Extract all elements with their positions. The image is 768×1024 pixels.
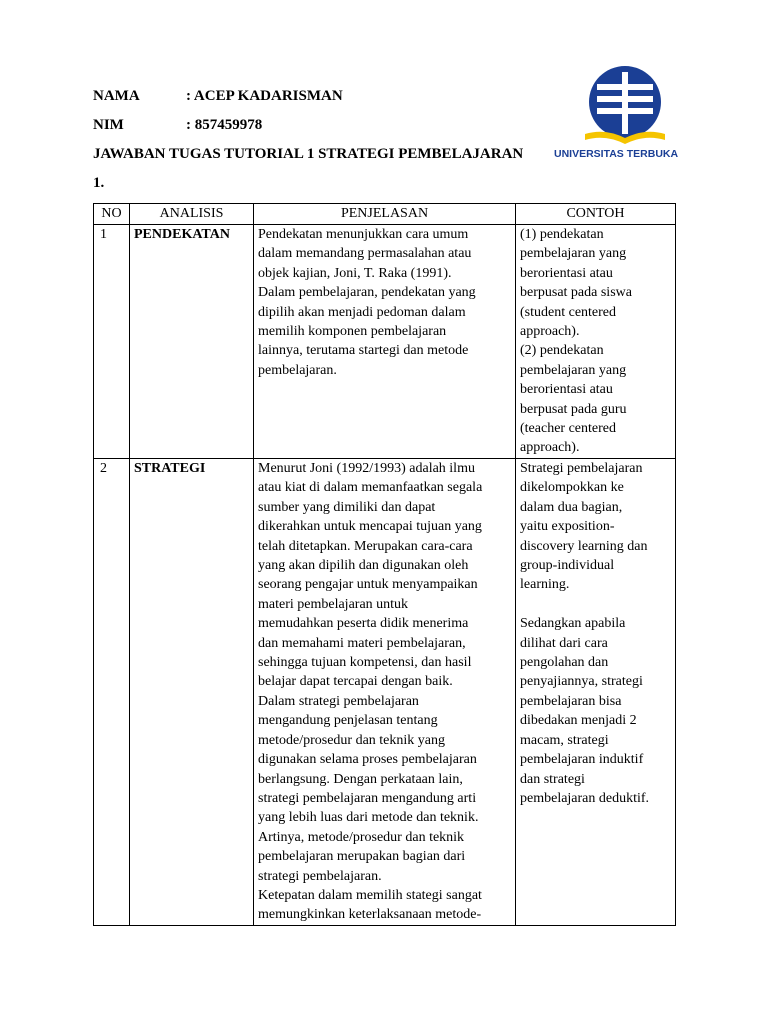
row-analisis: PENDEKATAN	[130, 225, 254, 459]
table-row	[94, 225, 676, 459]
nim-value: : 857459978	[186, 117, 263, 133]
analysis-table	[93, 203, 676, 926]
row-contoh: (1) pendekatan pembelajaran yang berorientasi atau berpusat pada siswa (student centered approach). (2) pendekatan pembelajaran yang berorientasi atau berpusat pada guru (teacher centered approach).	[516, 225, 676, 459]
header-analisis: ANALISIS	[130, 204, 254, 225]
row-penjelasan: Pendekatan menunjukkan cara umum dalam memandang permasalahan atau objek kajian, Joni, T. Raka (1991). Dalam pembelajaran, pendekatan yang dipilih akan menjadi pedoman dalam memilih komponen pembelajaran lainnya, terutama startegi dan metode pembelajaran.	[254, 225, 516, 459]
document-title: JAWABAN TUGAS TUTORIAL 1 STRATEGI PEMBELAJARAN	[93, 146, 524, 162]
row-contoh: Strategi pembelajaran dikelompokkan ke dalam dua bagian, yaitu exposition- discovery learning dan group-individual learning. Sedangkan apabila dilihat dari cara pengolahan dan penyajiannya, strategi pembelajaran bisa dibedakan menjadi 2 macam, strategi pembelajaran induktif dan strategi pembelajaran deduktif.	[516, 459, 676, 926]
table-header-row	[94, 204, 676, 225]
name-value: : ACEP KADARISMAN	[186, 88, 343, 104]
row-no: 1	[94, 225, 130, 459]
name-label: NAMA	[93, 88, 140, 104]
row-analisis: STRATEGI	[130, 459, 254, 926]
question-number: 1.	[93, 175, 105, 191]
header-no: NO	[94, 204, 130, 225]
row-no: 2	[94, 459, 130, 926]
nim-label: NIM	[93, 117, 124, 133]
universitas-terbuka-logo	[575, 62, 675, 162]
table-row	[94, 459, 676, 926]
row-penjelasan: Menurut Joni (1992/1993) adalah ilmu atau kiat di dalam memanfaatkan segala sumber yang dimiliki dan dapat dikerahkan untuk mencapai tujuan yang telah ditetapkan. Merupakan cara-cara yang akan dipilih dan digunakan oleh seorang pengajar untuk menyampaikan materi pembelajaran untuk memudahkan peserta didik menerima dan memahami materi pembelajaran, sehingga tujuan kompetensi, dan hasil belajar dapat tercapai dengan baik. Dalam strategi pembelajaran mengandung penjelasan tentang metode/prosedur dan teknik yang digunakan selama proses pembelajaran berlangsung. Dengan perkataan lain, strategi pembelajaran mengandung arti yang lebih luas dari metode dan teknik. Artinya, metode/prosedur dan teknik pembelajaran merupakan bagian dari strategi pembelajaran. Ketepatan dalam memilih stategi sangat memungkinkan keterlaksanaan metode-	[254, 459, 516, 926]
logo-text: UNIVERSITAS TERBUKA	[554, 148, 679, 160]
header-contoh: CONTOH	[516, 204, 676, 225]
header-penjelasan: PENJELASAN	[254, 204, 516, 225]
